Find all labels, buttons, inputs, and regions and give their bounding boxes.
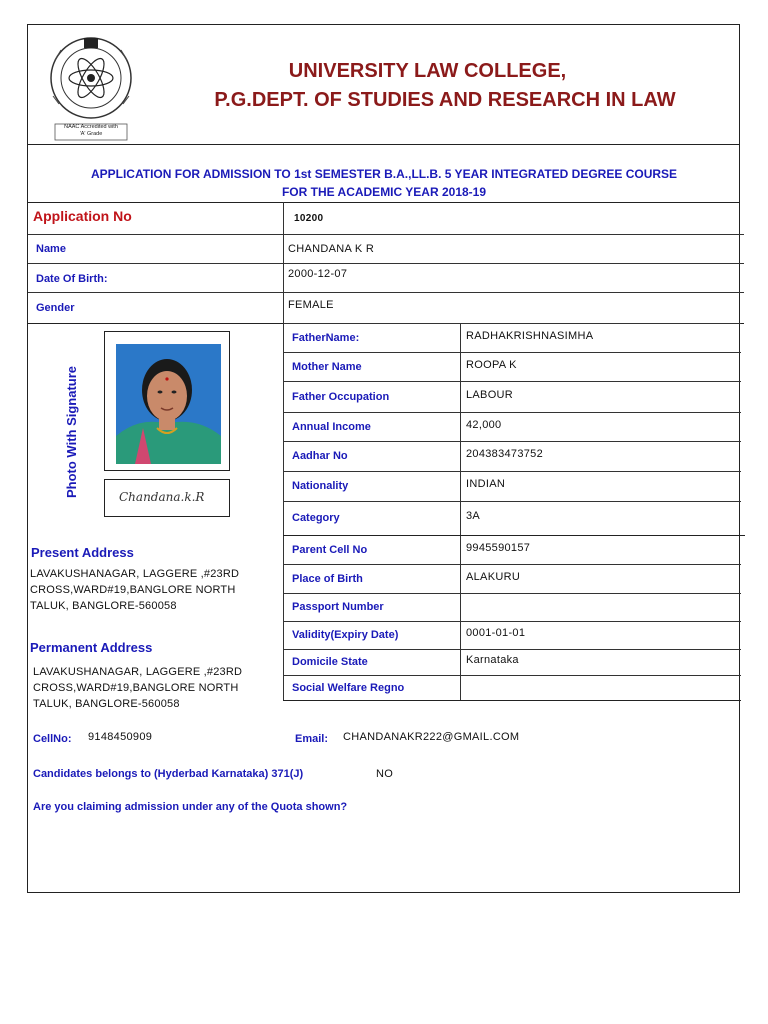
hk-label: Candidates belongs to (Hyderbad Karnataka) 371(J) (33, 768, 304, 780)
divider (28, 234, 744, 235)
divider (283, 675, 741, 676)
dob-value: 2000-12-07 (288, 268, 348, 280)
gender-label: Gender (36, 302, 75, 314)
application-no-label: Application No (33, 208, 132, 224)
divider (283, 352, 741, 353)
logo-caption-line1: NAAC Accredited with (64, 124, 118, 130)
cell-value: 9148450909 (88, 731, 153, 743)
gender-value: FEMALE (288, 299, 334, 311)
divider (283, 535, 745, 536)
subtitle-line1: APPLICATION FOR ADMISSION TO 1st SEMESTER B.A.,LL.B. 5 YEAR INTEGRATED DEGREE COURSE (90, 167, 678, 181)
candidate-signature (104, 479, 230, 517)
university-logo (33, 30, 149, 144)
detail-value: 42,000 (466, 419, 502, 431)
divider (283, 323, 284, 700)
divider (28, 292, 744, 293)
permanent-address-line1: LAVAKUSHANAGAR, LAGGERE ,#23RD (33, 666, 243, 678)
present-address-heading: Present Address (31, 545, 134, 560)
detail-value: RADHAKRISHNASIMHA (466, 330, 594, 342)
divider (283, 649, 741, 650)
divider (283, 323, 741, 324)
email-label: Email: (295, 733, 329, 745)
detail-value: ROOPA K (466, 359, 517, 371)
detail-label: Aadhar No (292, 450, 348, 462)
divider (283, 202, 284, 323)
signature-text: Chandana.k.R (119, 490, 205, 504)
permanent-address-text (33, 664, 242, 712)
cell-label: CellNo: (33, 733, 72, 745)
detail-label: Passport Number (292, 601, 384, 613)
detail-label: Place of Birth (292, 573, 363, 585)
divider (283, 412, 741, 413)
divider (283, 381, 741, 382)
divider (460, 323, 461, 700)
detail-label: Category (292, 512, 340, 524)
divider (283, 700, 741, 701)
detail-value: 0001-01-01 (466, 627, 526, 639)
detail-value: 204383473752 (466, 448, 544, 460)
detail-value: LABOUR (466, 389, 514, 401)
present-address-line2: CROSS,WARD#19,BANGLORE NORTH (30, 584, 236, 596)
detail-label: Domicile State (292, 656, 368, 668)
divider (283, 564, 741, 565)
subtitle-line2: FOR THE ACADEMIC YEAR 2018-19 (281, 185, 487, 199)
dob-label: Date Of Birth: (36, 273, 108, 285)
name-value: CHANDANA K R (288, 243, 375, 255)
divider (28, 202, 740, 203)
divider (283, 501, 741, 502)
email-value: CHANDANAKR222@GMAIL.COM (343, 731, 520, 743)
divider (283, 621, 741, 622)
hk-value: NO (376, 768, 394, 780)
present-address-line1: LAVAKUSHANAGAR, LAGGERE ,#23RD (30, 568, 240, 580)
name-label: Name (36, 243, 66, 255)
logo-caption (55, 124, 127, 138)
divider (283, 471, 741, 472)
detail-label: Parent Cell No (292, 544, 368, 556)
detail-value: ALAKURU (466, 571, 521, 583)
detail-label: Mother Name (292, 361, 362, 373)
detail-label: Social Welfare Regno (292, 682, 405, 694)
divider (283, 593, 741, 594)
application-no-value: 10200 (294, 213, 324, 224)
detail-label: Father Occupation (292, 391, 390, 403)
logo-caption-line2: 'A' Grade (79, 131, 103, 137)
divider (28, 263, 744, 264)
detail-label: FatherName: (292, 332, 360, 344)
detail-label: Annual Income (292, 421, 371, 433)
detail-label: Validity(Expiry Date) (292, 629, 399, 641)
permanent-address-line3: TALUK, BANGLORE-560058 (33, 698, 180, 710)
detail-value: 9945590157 (466, 542, 531, 554)
divider (28, 144, 740, 145)
detail-label: Nationality (292, 480, 349, 492)
photo-signature-label: Photo With Signature (64, 365, 79, 498)
detail-value: Karnataka (466, 654, 519, 666)
detail-value: INDIAN (466, 478, 506, 490)
permanent-address-heading: Permanent Address (30, 640, 153, 655)
divider (283, 441, 741, 442)
present-address-text (30, 566, 239, 614)
college-title: UNIVERSITY LAW COLLEGE, (288, 60, 567, 82)
candidate-photo (104, 331, 230, 471)
detail-value: 3A (466, 510, 481, 522)
quota-label: Are you claiming admission under any of the Quota shown? (33, 801, 348, 813)
department-title: P.G.DEPT. OF STUDIES AND RESEARCH IN LAW (214, 89, 676, 111)
present-address-line3: TALUK, BANGLORE-560058 (30, 600, 177, 612)
permanent-address-line2: CROSS,WARD#19,BANGLORE NORTH (33, 682, 239, 694)
